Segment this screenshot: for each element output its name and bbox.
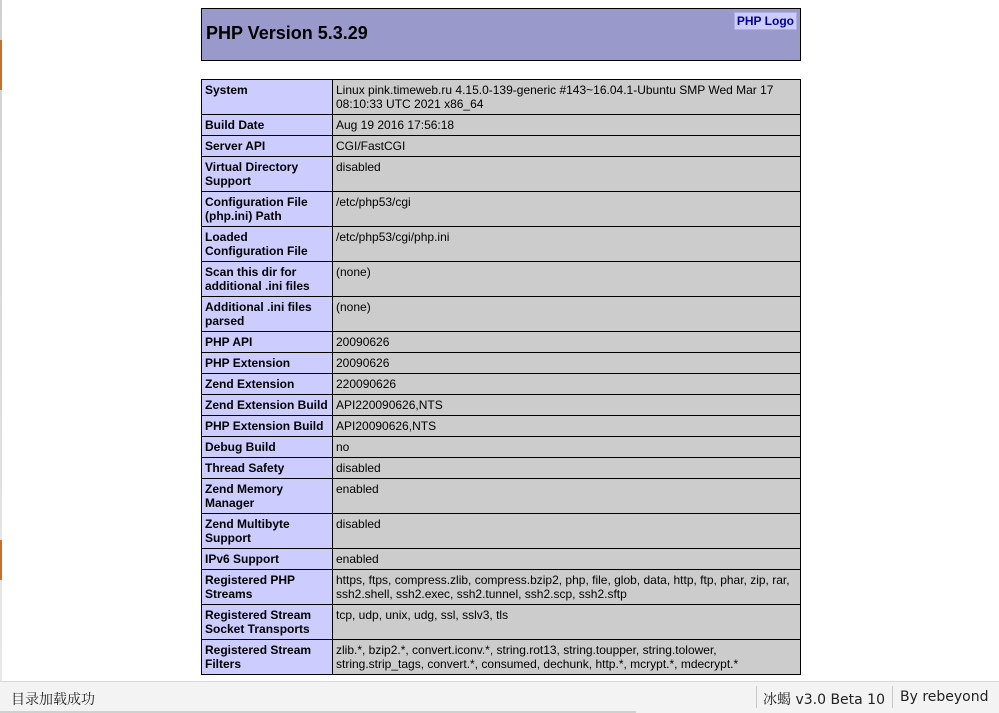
row-key: Zend Multibyte Support <box>202 514 333 549</box>
row-key: Registered PHP Streams <box>202 570 333 605</box>
row-value: /etc/php53/cgi <box>333 192 801 227</box>
table-row <box>202 395 801 416</box>
row-value: 20090626 <box>333 332 801 353</box>
row-value: Aug 19 2016 17:56:18 <box>333 115 801 136</box>
app-author: By rebeyond <box>900 689 989 705</box>
table-row <box>202 136 801 157</box>
table-row <box>202 374 801 395</box>
app-version: 冰蝎 v3.0 Beta 10 <box>763 692 886 708</box>
row-key: Scan this dir for additional .ini files <box>202 262 333 297</box>
row-value: https, ftps, compress.zlib, compress.bzip2, php, file, glob, data, http, ftp, phar, zip, rar, ssh2.shell, ssh2.exec, ssh2.tunnel, ssh2.scp, ssh2.sftp <box>333 570 801 605</box>
table-row <box>202 416 801 437</box>
row-value: enabled <box>333 479 801 514</box>
table-row <box>202 479 801 514</box>
table-row <box>202 570 801 605</box>
page-title: PHP Version 5.3.29 <box>206 23 368 43</box>
row-value: tcp, udp, unix, udg, ssl, sslv3, tls <box>333 605 801 640</box>
table-row <box>202 605 801 640</box>
table-row <box>202 115 801 136</box>
row-value: 20090626 <box>333 353 801 374</box>
status-message: 目录加载成功 <box>11 692 95 708</box>
row-key: Zend Memory Manager <box>202 479 333 514</box>
table-row <box>202 297 801 332</box>
table-row <box>202 227 801 262</box>
table-row <box>202 514 801 549</box>
table-row <box>202 192 801 227</box>
row-key: PHP Extension Build <box>202 416 333 437</box>
row-value: zlib.*, bzip2.*, convert.iconv.*, string.rot13, string.toupper, string.tolower, string.strip_tags, convert.*, consumed, dechunk, http.*, mcrypt.*, mdecrypt.* <box>333 640 801 675</box>
row-key: Zend Extension <box>202 374 333 395</box>
table-row <box>202 549 801 570</box>
row-key: PHP Extension <box>202 353 333 374</box>
row-key: Server API <box>202 136 333 157</box>
row-value: (none) <box>333 297 801 332</box>
status-divider <box>892 686 893 708</box>
row-key: Build Date <box>202 115 333 136</box>
table-row <box>202 157 801 192</box>
row-key: Virtual Directory Support <box>202 157 333 192</box>
row-value: 220090626 <box>333 374 801 395</box>
row-key: Registered Stream Socket Transports <box>202 605 333 640</box>
row-value: disabled <box>333 514 801 549</box>
row-key: Debug Build <box>202 437 333 458</box>
window-left-edge <box>0 0 2 681</box>
row-key: IPv6 Support <box>202 549 333 570</box>
row-key: System <box>202 80 333 115</box>
table-row <box>202 262 801 297</box>
row-key: Registered Stream Filters <box>202 640 333 675</box>
phpinfo-table <box>201 79 801 675</box>
row-value: Linux pink.timeweb.ru 4.15.0-139-generic #143~16.04.1-Ubuntu SMP Wed Mar 17 08:10:33 UTC 2021 x86_64 <box>333 80 801 115</box>
row-value: no <box>333 437 801 458</box>
row-value: API220090626,NTS <box>333 395 801 416</box>
row-value: enabled <box>333 549 801 570</box>
php-logo-link[interactable]: PHP Logo <box>734 12 797 30</box>
table-row <box>202 332 801 353</box>
row-value: (none) <box>333 262 801 297</box>
row-key: Additional .ini files parsed <box>202 297 333 332</box>
row-key: Thread Safety <box>202 458 333 479</box>
row-value: /etc/php53/cgi/php.ini <box>333 227 801 262</box>
row-value: CGI/FastCGI <box>333 136 801 157</box>
status-divider <box>756 686 757 708</box>
row-key: Loaded Configuration File <box>202 227 333 262</box>
table-row <box>202 80 801 115</box>
phpinfo-header <box>201 8 801 61</box>
row-key: Configuration File (php.ini) Path <box>202 192 333 227</box>
table-row <box>202 353 801 374</box>
table-row <box>202 437 801 458</box>
row-value: disabled <box>333 458 801 479</box>
table-row <box>202 640 801 675</box>
table-row <box>202 458 801 479</box>
status-bar <box>0 681 999 713</box>
row-key: Zend Extension Build <box>202 395 333 416</box>
row-value: API20090626,NTS <box>333 416 801 437</box>
row-value: disabled <box>333 157 801 192</box>
row-key: PHP API <box>202 332 333 353</box>
